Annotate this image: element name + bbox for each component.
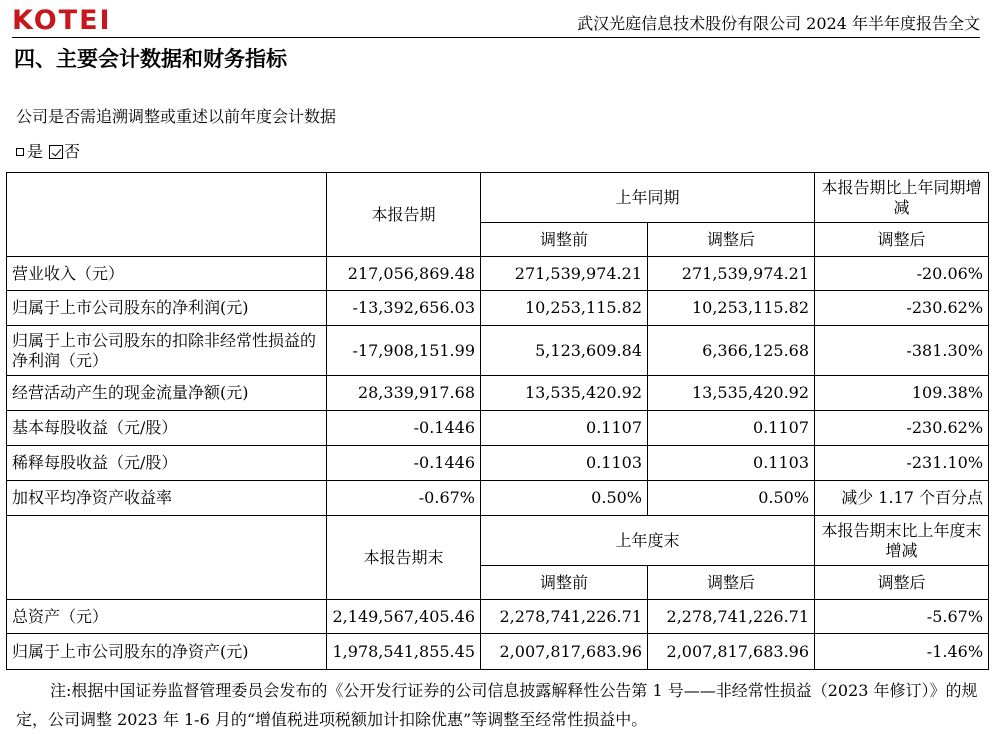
section-title: 四、主要会计数据和财务指标: [14, 46, 287, 71]
table-row: [7, 600, 989, 634]
header-period-end: 本报告期末: [327, 516, 481, 600]
header-after-adjustment: 调整后: [648, 566, 815, 600]
header-change: 本报告期比上年同期增减: [815, 173, 989, 223]
choice-yes-label: 是: [27, 142, 44, 161]
after-value: 13,535,420.92: [648, 376, 815, 411]
restatement-question: 公司是否需追溯调整或重述以前年度会计数据: [16, 107, 337, 126]
header-change-after-adjustment: 调整后: [815, 566, 989, 600]
current-value: -0.67%: [327, 481, 481, 516]
current-value: -13,392,656.03: [327, 291, 481, 326]
restatement-choice: [16, 142, 80, 162]
header-change: 本报告期末比上年度末增减: [815, 516, 989, 566]
after-value: 0.50%: [648, 481, 815, 516]
current-value: 1,978,541,855.45: [327, 634, 481, 670]
table-row: [7, 634, 989, 670]
after-value: 0.1103: [648, 446, 815, 481]
change-value: -230.62%: [815, 291, 989, 326]
header-blank-cell: [7, 173, 327, 257]
current-value: -17,908,151.99: [327, 326, 481, 376]
change-value: 109.38%: [815, 376, 989, 411]
header-before-adjustment: 调整前: [481, 223, 648, 257]
unchecked-box-icon: [16, 148, 24, 156]
before-value: 10,253,115.82: [481, 291, 648, 326]
table-row: [7, 257, 989, 291]
before-value: 271,539,974.21: [481, 257, 648, 291]
row-label: 加权平均净资产收益率: [7, 481, 327, 516]
header-prior-period: 上年同期: [481, 173, 815, 223]
document-title: 武汉光庭信息技术股份有限公司 2024 年半年度报告全文: [577, 14, 980, 33]
change-value: -381.30%: [815, 326, 989, 376]
row-label: 归属于上市公司股东的净资产(元): [7, 634, 327, 670]
choice-no-label: 否: [64, 142, 81, 161]
header-prior-year-end: 上年度末: [481, 516, 815, 566]
change-value: -231.10%: [815, 446, 989, 481]
change-value: -20.06%: [815, 257, 989, 291]
current-value: 217,056,869.48: [327, 257, 481, 291]
row-label: 稀释每股收益（元/股）: [7, 446, 327, 481]
table-row: [7, 411, 989, 446]
current-value: 28,339,917.68: [327, 376, 481, 411]
checked-box-icon: [49, 145, 63, 159]
header-current-period: 本报告期: [327, 173, 481, 257]
financial-data-table: [6, 172, 989, 670]
after-value: 0.1107: [648, 411, 815, 446]
table-row: [7, 446, 989, 481]
current-value: 2,149,567,405.46: [327, 600, 481, 634]
table-row: [7, 326, 989, 376]
current-value: -0.1446: [327, 411, 481, 446]
after-value: 271,539,974.21: [648, 257, 815, 291]
row-label: 总资产（元）: [7, 600, 327, 634]
row-label: 归属于上市公司股东的净利润(元): [7, 291, 327, 326]
before-value: 0.50%: [481, 481, 648, 516]
before-value: 2,278,741,226.71: [481, 600, 648, 634]
header-before-adjustment: 调整前: [481, 566, 648, 600]
after-value: 6,366,125.68: [648, 326, 815, 376]
row-label: 归属于上市公司股东的扣除非经常性损益的净利润（元）: [7, 326, 327, 376]
table-row: [7, 376, 989, 411]
table-header-row: [7, 516, 989, 566]
after-value: 2,278,741,226.71: [648, 600, 815, 634]
header-change-after-adjustment: 调整后: [815, 223, 989, 257]
header-after-adjustment: 调整后: [648, 223, 815, 257]
change-value: 减少 1.17 个百分点: [815, 481, 989, 516]
row-label: 经营活动产生的现金流量净额(元): [7, 376, 327, 411]
table-row: [7, 291, 989, 326]
before-value: 0.1103: [481, 446, 648, 481]
before-value: 2,007,817,683.96: [481, 634, 648, 670]
table-header-row: [7, 173, 989, 223]
before-value: 13,535,420.92: [481, 376, 648, 411]
current-value: -0.1446: [327, 446, 481, 481]
change-value: -230.62%: [815, 411, 989, 446]
after-value: 10,253,115.82: [648, 291, 815, 326]
footnote: 注:根据中国证券监督管理委员会发布的《公开发行证券的公司信息披露解释性公告第 1 号——非经常性损益（2023 年修订）》的规定，公司调整 2023 年 1-6 月的“增值税进项税额加计扣除优惠”等调整至经常性损益中。: [16, 681, 978, 729]
after-value: 2,007,817,683.96: [648, 634, 815, 670]
row-label: 营业收入（元）: [7, 257, 327, 291]
table-row: [7, 481, 989, 516]
header-blank-cell: [7, 516, 327, 600]
before-value: 0.1107: [481, 411, 648, 446]
row-label: 基本每股收益（元/股）: [7, 411, 327, 446]
header-divider: [12, 37, 980, 38]
change-value: -1.46%: [815, 634, 989, 670]
before-value: 5,123,609.84: [481, 326, 648, 376]
change-value: -5.67%: [815, 600, 989, 634]
company-logo: KOTEI: [12, 5, 112, 36]
